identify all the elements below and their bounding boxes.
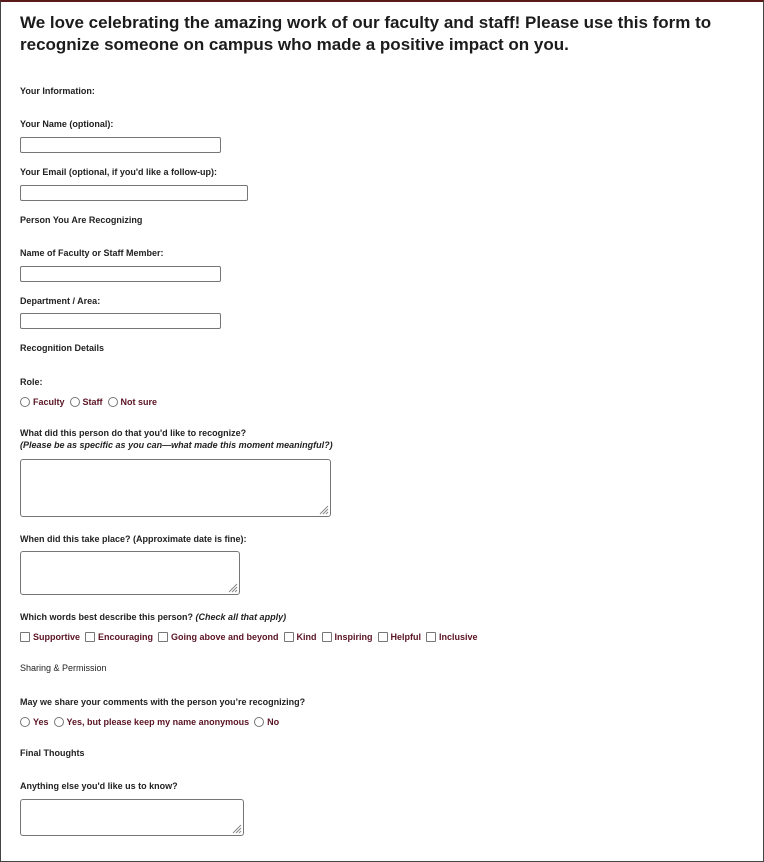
radio-not-sure[interactable] <box>108 397 118 407</box>
word-option-encouraging[interactable]: Encouraging <box>85 632 153 642</box>
section-recognition-details: Recognition Details <box>20 343 105 353</box>
resize-grip-icon[interactable] <box>230 822 242 834</box>
what-label: What did this person do that you'd like to recognize? <box>20 428 247 438</box>
role-option-staff[interactable]: Staff <box>70 397 103 407</box>
word-option-helpful[interactable]: Helpful <box>378 632 422 642</box>
resize-grip-icon[interactable] <box>317 503 329 515</box>
section-your-information: Your Information: <box>20 86 95 96</box>
share-option-yes[interactable]: Yes <box>20 717 49 727</box>
share-option-anonymous[interactable]: Yes, but please keep my name anonymous <box>54 717 250 727</box>
section-sharing-permission: Sharing & Permission <box>20 663 107 673</box>
resize-grip-icon[interactable] <box>226 581 238 593</box>
radio-staff[interactable] <box>70 397 80 407</box>
radio-yes[interactable] <box>20 717 30 727</box>
word-option-supportive[interactable]: Supportive <box>20 632 80 642</box>
when-textarea[interactable] <box>20 551 240 595</box>
radio-anonymous[interactable] <box>54 717 64 727</box>
your-email-label: Your Email (optional, if you'd like a follow-up): <box>20 167 217 177</box>
section-person-recognizing: Person You Are Recognizing <box>20 215 143 225</box>
share-option-no[interactable]: No <box>254 717 279 727</box>
checkbox-inclusive[interactable] <box>426 632 436 642</box>
anything-else-textarea[interactable] <box>20 799 244 836</box>
word-option-going-above[interactable]: Going above and beyond <box>158 632 279 642</box>
word-option-inclusive[interactable]: Inclusive <box>426 632 478 642</box>
member-name-label: Name of Faculty or Staff Member: <box>20 248 164 258</box>
share-options <box>20 717 284 727</box>
section-final-thoughts: Final Thoughts <box>20 748 85 758</box>
checkbox-going-above[interactable] <box>158 632 168 642</box>
when-label: When did this take place? (Approximate date is fine): <box>20 534 247 544</box>
anything-else-label: Anything else you'd like us to know? <box>20 781 178 791</box>
what-hint: (Please be as specific as you can—what made this moment meaningful?) <box>20 440 333 450</box>
checkbox-encouraging[interactable] <box>85 632 95 642</box>
page-title: We love celebrating the amazing work of our faculty and staff! Please use this form to recognize someone on campus who made a positive impact on you. <box>20 13 712 54</box>
department-input[interactable] <box>20 313 221 329</box>
checkbox-inspiring[interactable] <box>322 632 332 642</box>
words-options <box>20 632 483 642</box>
role-label: Role: <box>20 377 43 387</box>
checkbox-supportive[interactable] <box>20 632 30 642</box>
words-hint: (Check all that apply) <box>195 612 287 622</box>
your-email-input[interactable] <box>20 185 248 201</box>
words-label: Which words best describe this person? (Check all that apply) <box>20 612 287 622</box>
role-options <box>20 397 162 407</box>
radio-faculty[interactable] <box>20 397 30 407</box>
share-label: May we share your comments with the person you’re recognizing? <box>20 697 306 707</box>
word-option-inspiring[interactable]: Inspiring <box>322 632 373 642</box>
your-name-label: Your Name (optional): <box>20 119 114 129</box>
radio-no[interactable] <box>254 717 264 727</box>
word-option-kind[interactable]: Kind <box>284 632 317 642</box>
member-name-input[interactable] <box>20 266 221 282</box>
checkbox-kind[interactable] <box>284 632 294 642</box>
department-label: Department / Area: <box>20 296 101 306</box>
checkbox-helpful[interactable] <box>378 632 388 642</box>
role-option-faculty[interactable]: Faculty <box>20 397 65 407</box>
role-option-not-sure[interactable]: Not sure <box>108 397 158 407</box>
your-name-input[interactable] <box>20 137 221 153</box>
what-textarea[interactable] <box>20 459 331 517</box>
